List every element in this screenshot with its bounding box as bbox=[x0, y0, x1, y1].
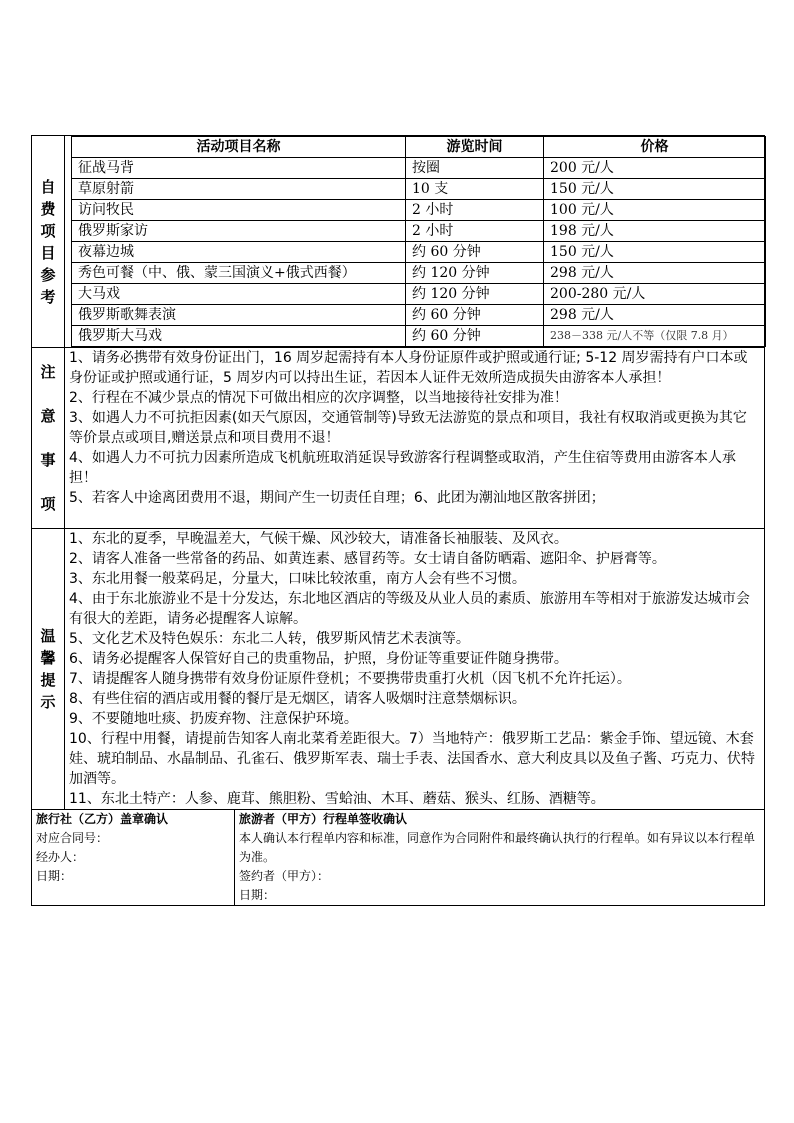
notice-item: 3、如遇人力不可抗拒因素(如天气原因，交通管制等)导致无法游览的景点和项目，我社有权取消或更换为其它等价景点或项目,赠送景点和项目费用不退！ bbox=[69, 410, 747, 446]
tourist-confirmation bbox=[235, 810, 765, 906]
activity-price: 100 元/人 bbox=[544, 200, 766, 221]
activity-duration: 2 小时 bbox=[406, 200, 544, 221]
activity-name: 俄罗斯家访 bbox=[72, 221, 406, 242]
table-row bbox=[72, 284, 766, 305]
notice-item: 2、行程在不减少景点的情况下可做出相应的次序调整，以当地接待社安排为准！ bbox=[69, 390, 568, 406]
tips-side-label: 温 馨 提 示 bbox=[32, 529, 65, 810]
activity-name: 秀色可餐（中、俄、蒙三国演义+俄式西餐） bbox=[72, 263, 406, 284]
table-row bbox=[72, 200, 766, 221]
contract-number-field: 对应合同号： bbox=[36, 831, 109, 845]
notice-item: 5、若客人中途离团费用不退，期间产生一切责任自理；6、此团为潮汕地区散客拼团； bbox=[69, 490, 605, 506]
table-row bbox=[72, 242, 766, 263]
activity-name: 草原射箭 bbox=[72, 179, 406, 200]
header-duration: 游览时间 bbox=[406, 137, 544, 158]
form-table bbox=[31, 135, 765, 810]
table-row bbox=[72, 221, 766, 242]
activity-duration: 约 60 分钟 bbox=[406, 305, 544, 326]
signature-row bbox=[32, 810, 765, 906]
activity-price: 200-280 元/人 bbox=[544, 284, 766, 305]
activity-name: 俄罗斯歌舞表演 bbox=[72, 305, 406, 326]
self-pay-table bbox=[71, 136, 766, 347]
tip-item: 3、东北用餐一般菜码足，分量大，口味比较浓重，南方人会有些不习惯。 bbox=[69, 571, 526, 587]
notice-item: 4、如遇人力不可抗力因素所造成飞机航班取消延误导致游客行程调整或取消，产生住宿等费用由游客本人承担！ bbox=[69, 450, 736, 486]
activity-duration: 约 120 分钟 bbox=[406, 263, 544, 284]
tip-item: 10、行程中用餐，请提前告知客人南北菜肴差距很大。7）当地特产：俄罗斯工艺品：紫金手饰、望远镜、木套娃、琥珀制品、水晶制品、孔雀石、俄罗斯军表、瑞士手表、法国香水、意大利皮具以及鱼子酱、巧克力、伏特加酒等。 bbox=[69, 731, 755, 787]
activity-price: 200 元/人 bbox=[544, 158, 766, 179]
tip-item: 6、请务必提醒客人保管好自己的贵重物品，护照，身份证等重要证件随身携带。 bbox=[69, 651, 568, 667]
activity-price: 150 元/人 bbox=[544, 242, 766, 263]
tip-item: 9、不要随地吐痰、扔废弃物、注意保护环境。 bbox=[69, 711, 358, 727]
signer-field: 签约者（甲方）： bbox=[239, 869, 330, 883]
header-activity: 活动项目名称 bbox=[72, 137, 406, 158]
tip-item: 5、文化艺术及特色娱乐：东北二人转，俄罗斯风情艺术表演等。 bbox=[69, 631, 470, 647]
activity-duration: 约 60 分钟 bbox=[406, 242, 544, 263]
tip-item: 7、请提醒客人随身携带有效身份证原件登机；不要携带贵重打火机（因飞机不允许托运）。 bbox=[69, 671, 631, 687]
tip-item: 11、东北土特产：人参、鹿茸、熊胆粉、雪蛤油、木耳、蘑菇、猴头、红肠、酒糖等。 bbox=[69, 791, 605, 807]
activity-name: 访问牧民 bbox=[72, 200, 406, 221]
activity-price: 198 元/人 bbox=[544, 221, 766, 242]
notices-section bbox=[32, 348, 765, 529]
agency-title: 旅行社（乙方）盖章确认 bbox=[36, 812, 169, 826]
signature-table bbox=[31, 810, 765, 906]
activity-price: 298 元/人 bbox=[544, 263, 766, 284]
activity-price: 298 元/人 bbox=[544, 305, 766, 326]
tip-item: 1、东北的夏季，早晚温差大，气候干燥、风沙较大，请准备长袖服装、及风衣。 bbox=[69, 531, 568, 547]
activity-price: 150 元/人 bbox=[544, 179, 766, 200]
header-price: 价格 bbox=[544, 137, 766, 158]
self-pay-table-cell bbox=[65, 136, 765, 348]
tourist-statement: 本人确认本行程单内容和标准，同意作为合同附件和最终确认执行的行程单。如有异议以本行程单为准。 bbox=[239, 831, 756, 864]
tip-item: 2、请客人准备一些常备的药品、如黄连素、感冒药等。女士请自备防晒霜、遮阳伞、护唇膏等。 bbox=[69, 551, 666, 567]
notices-side-label: 注 意 事 项 bbox=[32, 348, 65, 529]
agency-date-field: 日期： bbox=[36, 869, 73, 883]
itinerary-form bbox=[31, 135, 764, 906]
activity-duration: 10 支 bbox=[406, 179, 544, 200]
tips-content bbox=[65, 529, 765, 810]
activity-duration: 2 小时 bbox=[406, 221, 544, 242]
table-row bbox=[72, 326, 766, 347]
activity-duration: 约 120 分钟 bbox=[406, 284, 544, 305]
notices-content bbox=[65, 348, 765, 529]
table-row bbox=[72, 263, 766, 284]
self-pay-section bbox=[32, 136, 765, 348]
activity-duration: 约 60 分钟 bbox=[406, 326, 544, 347]
activity-name: 大马戏 bbox=[72, 284, 406, 305]
activity-name: 征战马背 bbox=[72, 158, 406, 179]
activity-price: 238－338 元/人不等（仅限 7.8 月） bbox=[544, 326, 766, 347]
tourist-title: 旅游者（甲方）行程单签收确认 bbox=[239, 812, 408, 826]
table-row bbox=[72, 179, 766, 200]
table-row bbox=[72, 158, 766, 179]
agency-confirmation bbox=[32, 810, 235, 906]
table-row bbox=[72, 305, 766, 326]
self-pay-header-row bbox=[72, 137, 766, 158]
tips-section bbox=[32, 529, 765, 810]
tip-item: 4、由于东北旅游业不是十分发达，东北地区酒店的等级及从业人员的素质、旅游用车等相对于旅游发达城市会有很大的差距，请务必提醒客人谅解。 bbox=[69, 591, 750, 627]
tourist-date-field: 日期： bbox=[239, 888, 276, 902]
handler-field: 经办人： bbox=[36, 850, 85, 864]
tip-item: 8、有些住宿的酒店或用餐的餐厅是无烟区，请客人吸烟时注意禁烟标识。 bbox=[69, 691, 526, 707]
self-pay-side-label: 自 费 项 目 参 考 bbox=[32, 136, 65, 348]
activity-duration: 按圈 bbox=[406, 158, 544, 179]
notice-item: 1、请务必携带有效身份证出门，16 周岁起需持有本人身份证原件或护照或通行证; 5-12 周岁需持有户口本或身份证或护照或通行证，5 周岁内可以持出生证，若因本人证件无效所造成损失由游客本人承担！ bbox=[69, 350, 748, 386]
activity-name: 夜幕边城 bbox=[72, 242, 406, 263]
activity-name: 俄罗斯大马戏 bbox=[72, 326, 406, 347]
